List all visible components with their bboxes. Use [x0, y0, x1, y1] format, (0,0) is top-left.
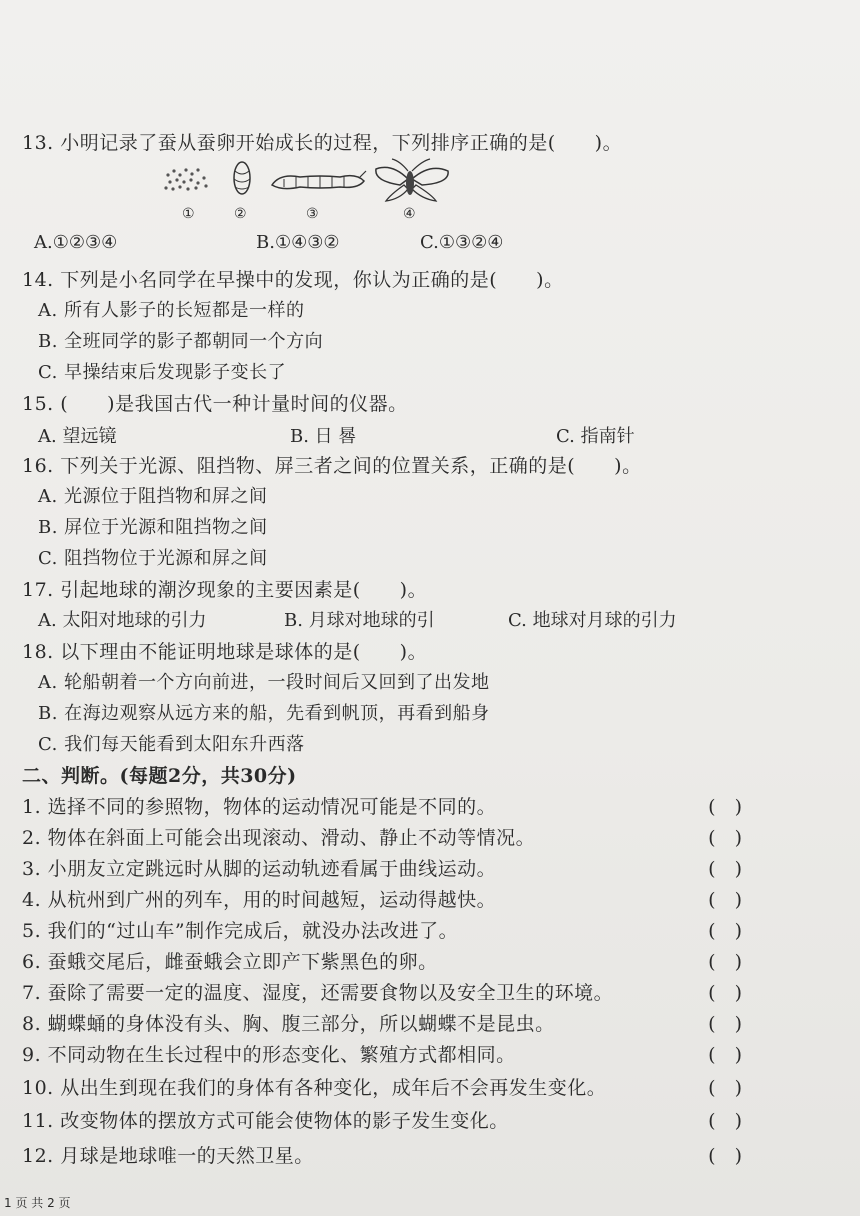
section-2-title: 二、判断。(每题2分，共30分)	[22, 765, 297, 787]
question-13-stem: 13. 小明记录了蚕从蚕卵开始成长的过程，下列排序正确的是( )。	[22, 132, 623, 154]
answer-blank-1[interactable]: ( )	[708, 796, 742, 818]
judge-item-8: 8. 蝴蝶蛹的身体没有头、胸、腹三部分，所以蝴蝶不是昆虫。	[22, 1013, 555, 1035]
q13-option-c: C.①③②④	[420, 232, 504, 253]
q16-option-c: C. 阻挡物位于光源和屏之间	[38, 548, 268, 569]
answer-blank-8[interactable]: ( )	[708, 1013, 742, 1035]
judge-item-1: 1. 选择不同的参照物，物体的运动情况可能是不同的。	[22, 796, 497, 818]
q17-option-c: C. 地球对月球的引力	[508, 610, 677, 631]
answer-blank-7[interactable]: ( )	[708, 982, 742, 1004]
judge-item-12: 12. 月球是地球唯一的天然卫星。	[22, 1145, 314, 1167]
judge-item-11: 11. 改变物体的摆放方式可能会使物体的影子发生变化。	[22, 1110, 509, 1132]
judge-item-9: 9. 不同动物在生长过程中的形态变化、繁殖方式都相同。	[22, 1044, 516, 1066]
q14-option-c: C. 早操结束后发现影子变长了	[38, 362, 287, 383]
page-footer: 1 页 共 2 页	[4, 1196, 71, 1210]
question-14-stem: 14. 下列是小名同学在早操中的发现，你认为正确的是( )。	[22, 269, 564, 291]
judge-item-7: 7. 蚕除了需要一定的温度、湿度，还需要食物以及安全卫生的环境。	[22, 982, 614, 1004]
q18-option-c: C. 我们每天能看到太阳东升西落	[38, 734, 305, 755]
judge-item-10: 10. 从出生到现在我们的身体有各种变化，成年后不会再发生变化。	[22, 1077, 607, 1099]
answer-blank-12[interactable]: ( )	[708, 1145, 742, 1167]
q16-option-b: B. 屏位于光源和阻挡物之间	[38, 517, 268, 538]
answer-blank-5[interactable]: ( )	[708, 920, 742, 942]
answer-blank-6[interactable]: ( )	[708, 951, 742, 973]
question-17-stem: 17. 引起地球的潮汐现象的主要因素是( )。	[22, 579, 428, 601]
silkworm-eggs-icon	[164, 168, 207, 190]
silkworm-cocoon-icon	[234, 162, 250, 194]
q16-option-a: A. 光源位于阻挡物和屏之间	[38, 486, 268, 507]
figure-label-3: ③	[306, 206, 319, 222]
answer-blank-11[interactable]: ( )	[708, 1110, 742, 1132]
q17-option-a: A. 太阳对地球的引力	[38, 610, 207, 631]
q13-option-b: B.①④③②	[256, 232, 340, 253]
answer-blank-9[interactable]: ( )	[708, 1044, 742, 1066]
q17-option-b: B. 月球对地球的引	[284, 610, 435, 631]
q14-option-a: A. 所有人影子的长短都是一样的	[38, 300, 305, 321]
judge-item-6: 6. 蚕蛾交尾后，雌蚕蛾会立即产下紫黑色的卵。	[22, 951, 438, 973]
answer-blank-2[interactable]: ( )	[708, 827, 742, 849]
question-16-stem: 16. 下列关于光源、阻挡物、屏三者之间的位置关系，正确的是( )。	[22, 455, 642, 477]
question-18-stem: 18. 以下理由不能证明地球是球体的是( )。	[22, 641, 428, 663]
q15-option-b: B. 日 晷	[290, 426, 357, 447]
judge-item-5: 5. 我们的“过山车”制作完成后，就没办法改进了。	[22, 920, 459, 942]
q15-option-c: C. 指南针	[556, 426, 635, 447]
judge-item-2: 2. 物体在斜面上可能会出现滚动、滑动、静止不动等情况。	[22, 827, 536, 849]
answer-blank-10[interactable]: ( )	[708, 1077, 742, 1099]
silkworm-moth-icon	[376, 159, 448, 201]
figure-label-2: ②	[234, 206, 247, 222]
figure-label-4: ④	[403, 206, 416, 222]
question-15-stem: 15. ( )是我国古代一种计量时间的仪器。	[22, 393, 408, 415]
q18-option-a: A. 轮船朝着一个方向前进，一段时间后又回到了出发地	[38, 672, 490, 693]
silkworm-larva-icon	[272, 171, 366, 189]
figure-label-1: ①	[182, 206, 195, 222]
q14-option-b: B. 全班同学的影子都朝同一个方向	[38, 331, 324, 352]
judge-item-4: 4. 从杭州到广州的列车，用的时间越短，运动得越快。	[22, 889, 497, 911]
q18-option-b: B. 在海边观察从远方来的船，先看到帆顶，再看到船身	[38, 703, 490, 724]
answer-blank-3[interactable]: ( )	[708, 858, 742, 880]
answer-blank-4[interactable]: ( )	[708, 889, 742, 911]
q13-option-a: A.①②③④	[34, 232, 118, 253]
judge-item-3: 3. 小朋友立定跳远时从脚的运动轨迹看属于曲线运动。	[22, 858, 497, 880]
q15-option-a: A. 望远镜	[38, 426, 117, 447]
